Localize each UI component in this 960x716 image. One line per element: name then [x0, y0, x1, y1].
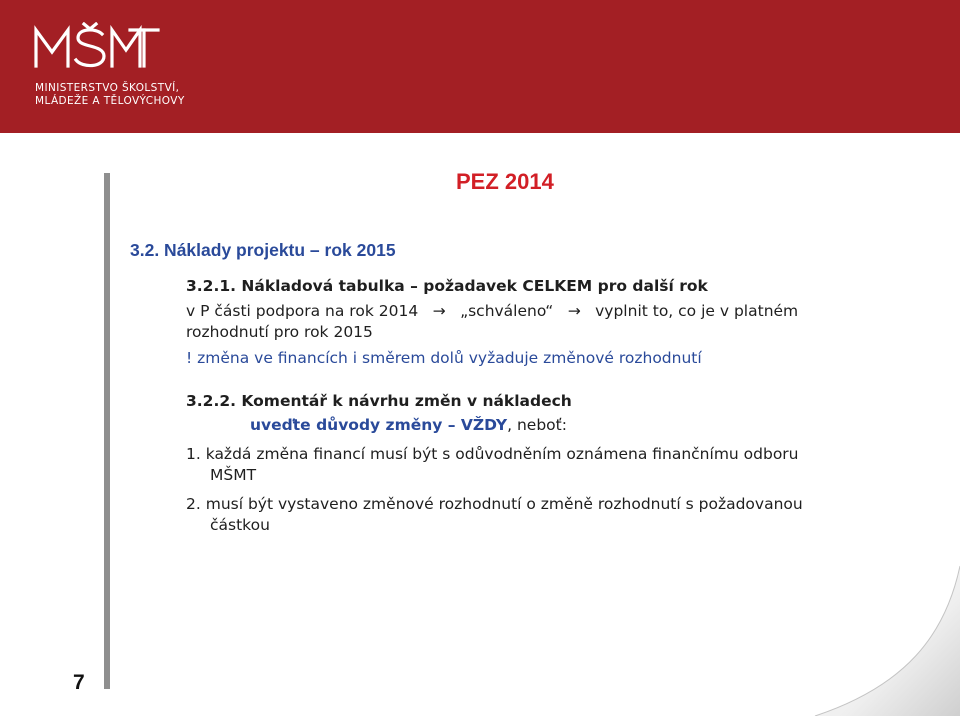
vertical-divider — [104, 173, 110, 689]
logo-text-line2: MLÁDEŽE A TĚLOVÝCHOVY — [35, 95, 185, 107]
list-item-number: 1. — [186, 445, 201, 463]
list-item-text: každá změna financí musí být s odůvodněním oznámena finančnímu odboru — [205, 445, 799, 463]
logo-text-line1: MINISTERSTVO ŠKOLSTVÍ, — [35, 82, 180, 94]
msmt-logo — [30, 22, 250, 117]
list-item-text: musí být vystaveno změnové rozhodnutí o změně rozhodnutí s požadovanou — [205, 495, 803, 513]
slide-title: PEZ 2014 — [456, 169, 554, 194]
subsection1-line1 — [186, 301, 886, 322]
arrow-right-icon: → — [432, 302, 446, 320]
line1-start: v P části podpora na rok 2014 — [186, 302, 419, 320]
subsection-heading-2: 3.2.2. Komentář k návrhu změn v nákladech — [186, 392, 572, 410]
list-item — [186, 444, 886, 486]
subsection1-line2: rozhodnutí pro rok 2015 — [186, 323, 373, 341]
line1-end: vyplnit to, co je v platném — [595, 302, 799, 320]
list-item-continuation: MŠMT — [210, 466, 257, 484]
change-note: ! změna ve financích i směrem dolů vyžaduje změnové rozhodnutí — [186, 349, 702, 367]
list-item — [186, 494, 886, 536]
list-item-continuation: částkou — [210, 516, 270, 534]
arrow-right-icon: → — [567, 302, 581, 320]
subsection-heading-1: 3.2.1. Nákladová tabulka – požadavek CELKEM pro další rok — [186, 277, 708, 295]
msmt-monogram-icon — [30, 22, 160, 77]
emphasis-text: uveďte důvody změny – VŽDY — [250, 416, 508, 434]
section-heading: 3.2. Náklady projektu – rok 2015 — [130, 240, 396, 260]
header-banner — [0, 0, 960, 133]
emphasis-row — [186, 415, 886, 436]
slide-content — [186, 276, 886, 536]
list-item-number: 2. — [186, 495, 201, 513]
page-curl-icon — [795, 546, 960, 716]
line1-mid: „schváleno“ — [460, 302, 554, 320]
page-number: 7 — [73, 671, 85, 694]
emphasis-suffix: , neboť: — [507, 416, 567, 434]
